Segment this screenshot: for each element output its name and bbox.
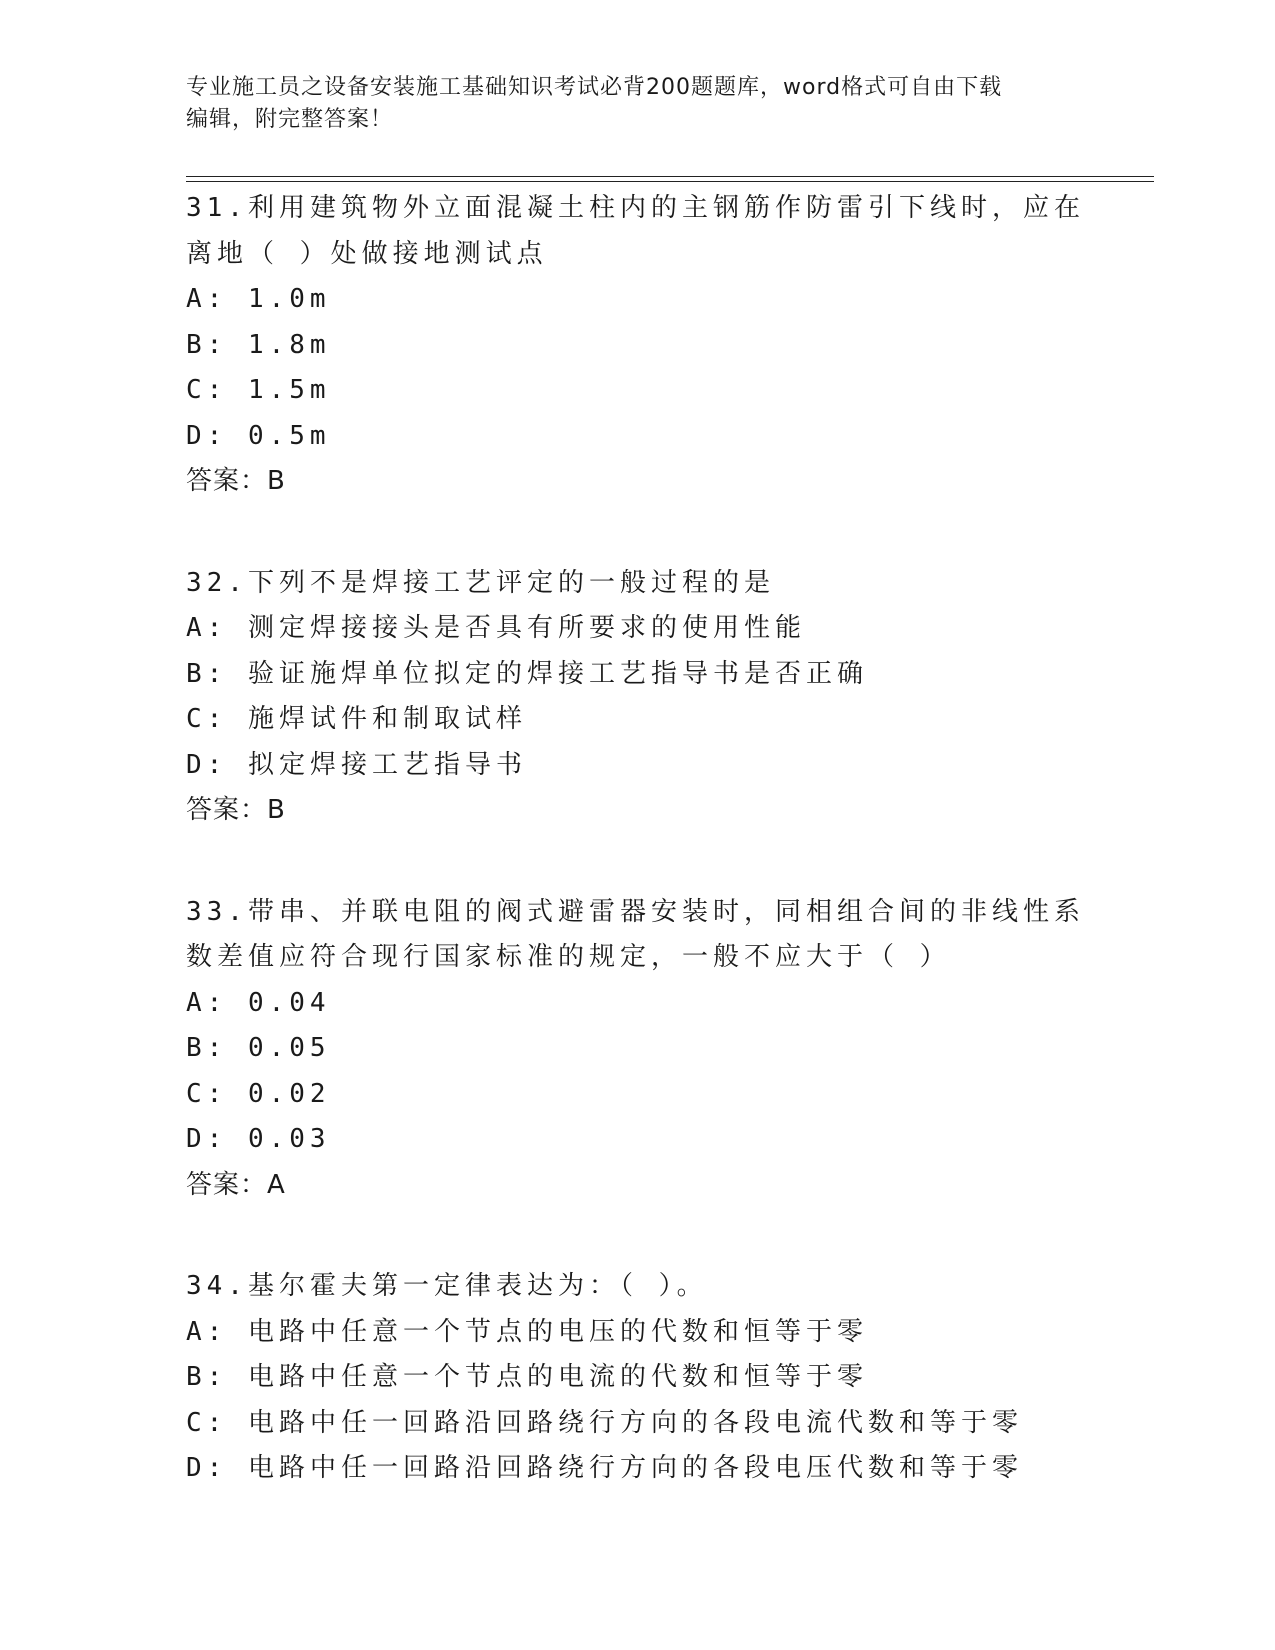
header-divider-bottom bbox=[186, 181, 1154, 182]
option-b: B: 验证施焊单位拟定的焊接工艺指导书是否正确 bbox=[186, 658, 868, 689]
option-c: C: 0.02 bbox=[186, 1078, 331, 1109]
question-stem: 32.下列不是焊接工艺评定的一般过程的是 bbox=[186, 567, 775, 598]
option-d: D: 拟定焊接工艺指导书 bbox=[186, 749, 527, 780]
question-item bbox=[186, 561, 1086, 834]
option-c: C: 施焊试件和制取试样 bbox=[186, 704, 527, 734]
question-item bbox=[186, 890, 1086, 1209]
document-header bbox=[186, 72, 1086, 136]
header-line-2: 编辑，附完整答案！ bbox=[186, 107, 394, 132]
option-a: A: 电路中任意一个节点的电压的代数和恒等于零 bbox=[186, 1316, 868, 1347]
question-stem: 34.基尔霍夫第一定律表达为：（ ）。 bbox=[186, 1271, 708, 1301]
question-stem: 31.利用建筑物外立面混凝土柱内的主钢筋作防雷引下线时，应在离地（ ）处做接地测试点 bbox=[186, 193, 1085, 269]
option-c: C: 1.5m bbox=[186, 375, 331, 405]
header-divider-top bbox=[186, 176, 1154, 177]
option-b: B: 1.8m bbox=[186, 329, 331, 360]
option-d: D: 电路中任一回路沿回路绕行方向的各段电压代数和等于零 bbox=[186, 1453, 1023, 1483]
header-line-1: 专业施工员之设备安装施工基础知识考试必背200题题库，word格式可自由下载 bbox=[186, 75, 1003, 100]
option-b: B: 0.05 bbox=[186, 1033, 331, 1063]
answer-text: 答案：B bbox=[186, 466, 286, 496]
option-a: A: 1.0m bbox=[186, 284, 331, 314]
answer-text: 答案：B bbox=[186, 795, 286, 825]
option-d: D: 0.5m bbox=[186, 420, 331, 451]
option-d: D: 0.03 bbox=[186, 1124, 331, 1154]
option-a: A: 测定焊接接头是否具有所要求的使用性能 bbox=[186, 613, 806, 643]
question-item bbox=[186, 1264, 1086, 1492]
option-c: C: 电路中任一回路沿回路绕行方向的各段电流代数和等于零 bbox=[186, 1407, 1023, 1438]
option-a: A: 0.04 bbox=[186, 987, 331, 1018]
question-item bbox=[186, 186, 1086, 505]
question-list bbox=[186, 186, 1086, 1548]
question-stem: 33.带串、并联电阻的阀式避雷器安装时，同相组合间的非线性系数差值应符合现行国家标准的规定，一般不应大于（ ） bbox=[186, 896, 1085, 972]
option-b: B: 电路中任意一个节点的电流的代数和恒等于零 bbox=[186, 1362, 868, 1392]
answer-text: 答案：A bbox=[186, 1169, 286, 1200]
